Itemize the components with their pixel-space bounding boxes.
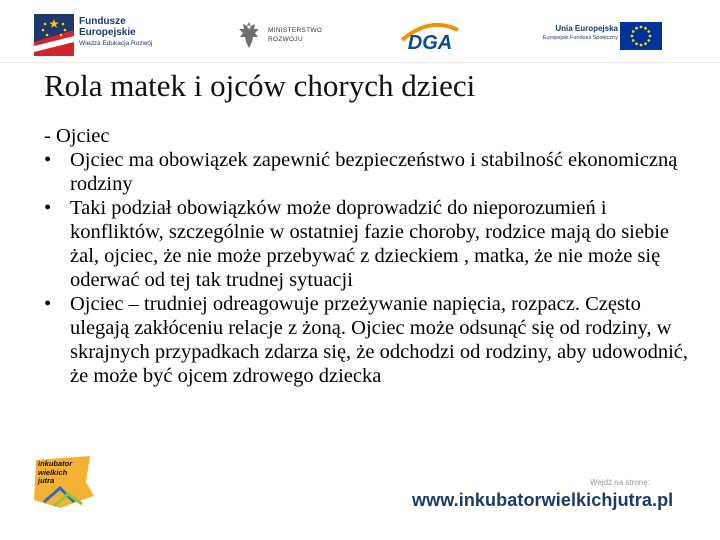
eu-logo-line1: Unia Europejska	[555, 24, 618, 33]
inkubator-line1: inkubator	[38, 459, 73, 468]
bullet-text: Ojciec – trudniej odreagowuje przeżywanie napięcia, rozpacz. Często ulegają zakłóceniu relacje z żoną. Ojciec może odsunąć się od rodziny, w skrajnych przypadkach zdarza się, że odchodzi od rodziny, aby udowodnić, że może być ojcem zdrowego dziecka	[70, 293, 688, 387]
visit-label: Wejdź na stronę:	[590, 478, 650, 487]
dga-logo-graphic	[398, 18, 462, 54]
dga-logo-text: DGA	[407, 32, 453, 54]
website-link[interactable]: www.inkubatorwielkichjutra.pl	[412, 490, 674, 510]
bullet-item	[44, 292, 694, 388]
fe-logo-line3: Wiedza Edukacja Rozwój	[79, 40, 153, 47]
inkubator-logo-text	[38, 460, 72, 486]
header-divider	[0, 62, 720, 63]
slide-body	[44, 124, 694, 388]
ministerstwo-rozwoju-logo	[236, 20, 336, 52]
bullet-item	[44, 148, 694, 196]
slide-title: Rola matek i ojców chorych dzieci	[44, 68, 476, 103]
ministry-line2: ROZWOJU	[268, 36, 303, 43]
bullet-marker: •	[44, 149, 52, 171]
inkubator-line2: wielkich	[38, 467, 68, 477]
eagle-emblem-icon	[236, 20, 262, 50]
eu-logo-line2: Europejski Fundusz Społeczny	[542, 35, 618, 41]
bullet-item	[44, 196, 694, 292]
unia-europejska-logo	[524, 20, 664, 54]
fundusze-europejskie-text	[79, 16, 152, 48]
eu-logo-text	[524, 24, 618, 43]
bullet-text: Taki podział obowiązków może doprowadzić do nieporozumień i konfliktów, szczególnie w ostatniej fazie choroby, rodzice mają do siebie żal, ojciec, że nie może przebywać z dzieckiem , matka, że nie może się oderwać od tej tak trudnej sytuacji	[70, 197, 670, 291]
fe-logo-line2: Europejskie	[79, 27, 136, 38]
bullet-marker: •	[44, 197, 52, 219]
fundusze-europejskie-flag-icon	[34, 14, 74, 56]
ministry-text	[268, 26, 322, 44]
ministry-line1: MINISTERSTWO	[268, 27, 323, 34]
eu-flag-icon	[620, 22, 662, 50]
dga-logo	[398, 18, 462, 54]
bullet-list	[44, 148, 694, 388]
section-lead: - Ojciec	[44, 125, 110, 147]
inkubator-wielkich-jutra-logo	[30, 452, 102, 512]
fundusze-europejskie-logo	[34, 14, 174, 56]
bullet-text: Ojciec ma obowiązek zapewnić bezpieczeństwo i stabilność ekonomiczną rodziny	[70, 149, 678, 195]
fe-logo-line1: Fundusze	[79, 16, 126, 27]
inkubator-line3: jutra	[38, 476, 55, 485]
bullet-marker: •	[44, 293, 52, 315]
